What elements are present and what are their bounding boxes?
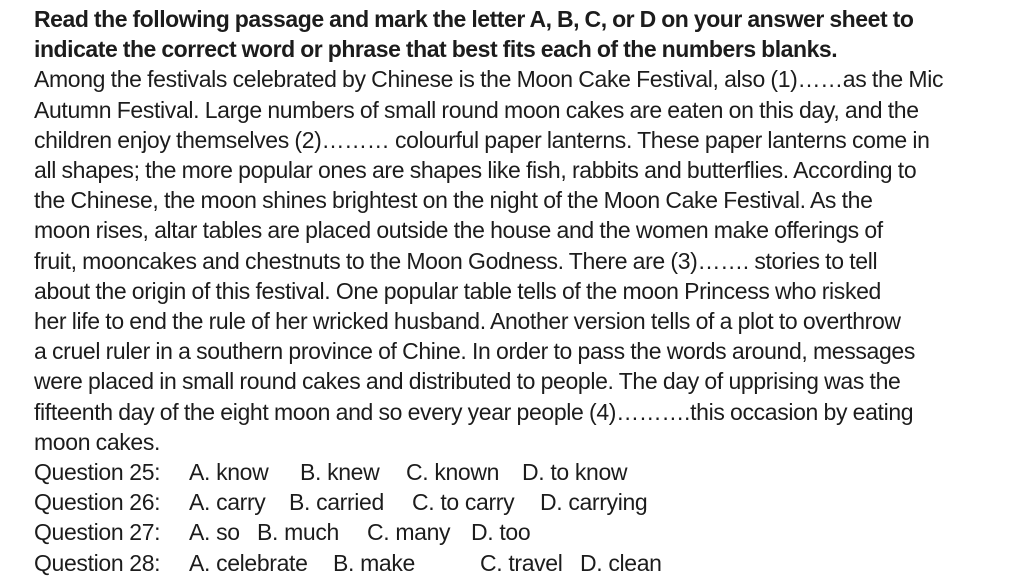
- instruction-line: Read the following passage and mark the letter A, B, C, or D on your answer sheet to: [34, 6, 914, 32]
- passage-line: all shapes; the more popular ones are shapes like fish, rabbits and butterflies. According to: [34, 157, 917, 184]
- option-a: A. know: [189, 459, 269, 486]
- option-d: D. clean: [580, 549, 662, 576]
- passage-line: a cruel ruler in a southern province of Chine. In order to pass the words around, messages: [34, 338, 915, 365]
- option-c: C. many: [367, 519, 451, 546]
- option-b: B. much: [257, 519, 339, 546]
- passage-line: about the origin of this festival. One popular table tells of the moon Princess who risked: [34, 277, 881, 304]
- exercise-page: [34, 4, 1024, 578]
- passage-line: were placed in small round cakes and distributed to people. The day of upprising was the: [34, 368, 901, 395]
- question-27: [34, 517, 1024, 547]
- passage-line: fruit, mooncakes and chestnuts to the Moon Godness. There are (3)……. stories to tell: [34, 247, 878, 274]
- option-a: A. celebrate: [189, 549, 308, 576]
- option-c: C. to carry: [412, 489, 515, 516]
- passage-line: moon cakes.: [34, 428, 161, 455]
- passage-line: moon rises, altar tables are placed outside the house and the women make offerings of: [34, 217, 883, 244]
- option-b: B. make: [333, 549, 415, 576]
- option-a: A. carry: [189, 489, 266, 516]
- option-b: B. carried: [289, 489, 384, 516]
- option-b: B. knew: [300, 459, 380, 486]
- option-d: D. to know: [522, 459, 628, 486]
- passage-line: the Chinese, the moon shines brightest on the night of the Moon Cake Festival. As the: [34, 187, 873, 214]
- instruction: [34, 4, 1024, 64]
- passage-line: children enjoy themselves (2)……… colourful paper lanterns. These paper lanterns come in: [34, 126, 930, 153]
- option-d: D. too: [471, 519, 531, 546]
- instruction-line: indicate the correct word or phrase that best fits each of the numbers blanks.: [34, 36, 838, 63]
- passage-line: Autumn Festival. Large numbers of small round moon cakes are eaten on this day, and the: [34, 96, 919, 123]
- passage-line: her life to end the rule of her wricked husband. Another version tells of a plot to overthrow: [34, 308, 901, 335]
- passage-line: fifteenth day of the eight moon and so every year people (4)……….this occasion by eating: [34, 398, 914, 425]
- passage-line: Among the festivals celebrated by Chinese is the Moon Cake Festival, also (1)……as the Mic: [34, 66, 944, 93]
- question-list: [34, 457, 1024, 578]
- question-28: [34, 548, 1024, 578]
- option-c: C. known: [406, 459, 500, 486]
- question-26: [34, 487, 1024, 517]
- passage: [34, 64, 1024, 457]
- question-label: Question 28:: [34, 549, 161, 576]
- question-label: Question 25:: [34, 459, 161, 486]
- option-d: D. carrying: [540, 489, 648, 516]
- question-label: Question 26:: [34, 489, 161, 516]
- question-label: Question 27:: [34, 519, 161, 546]
- option-a: A. so: [189, 519, 240, 546]
- option-c: C. travel: [480, 549, 563, 576]
- question-25: [34, 457, 1024, 487]
